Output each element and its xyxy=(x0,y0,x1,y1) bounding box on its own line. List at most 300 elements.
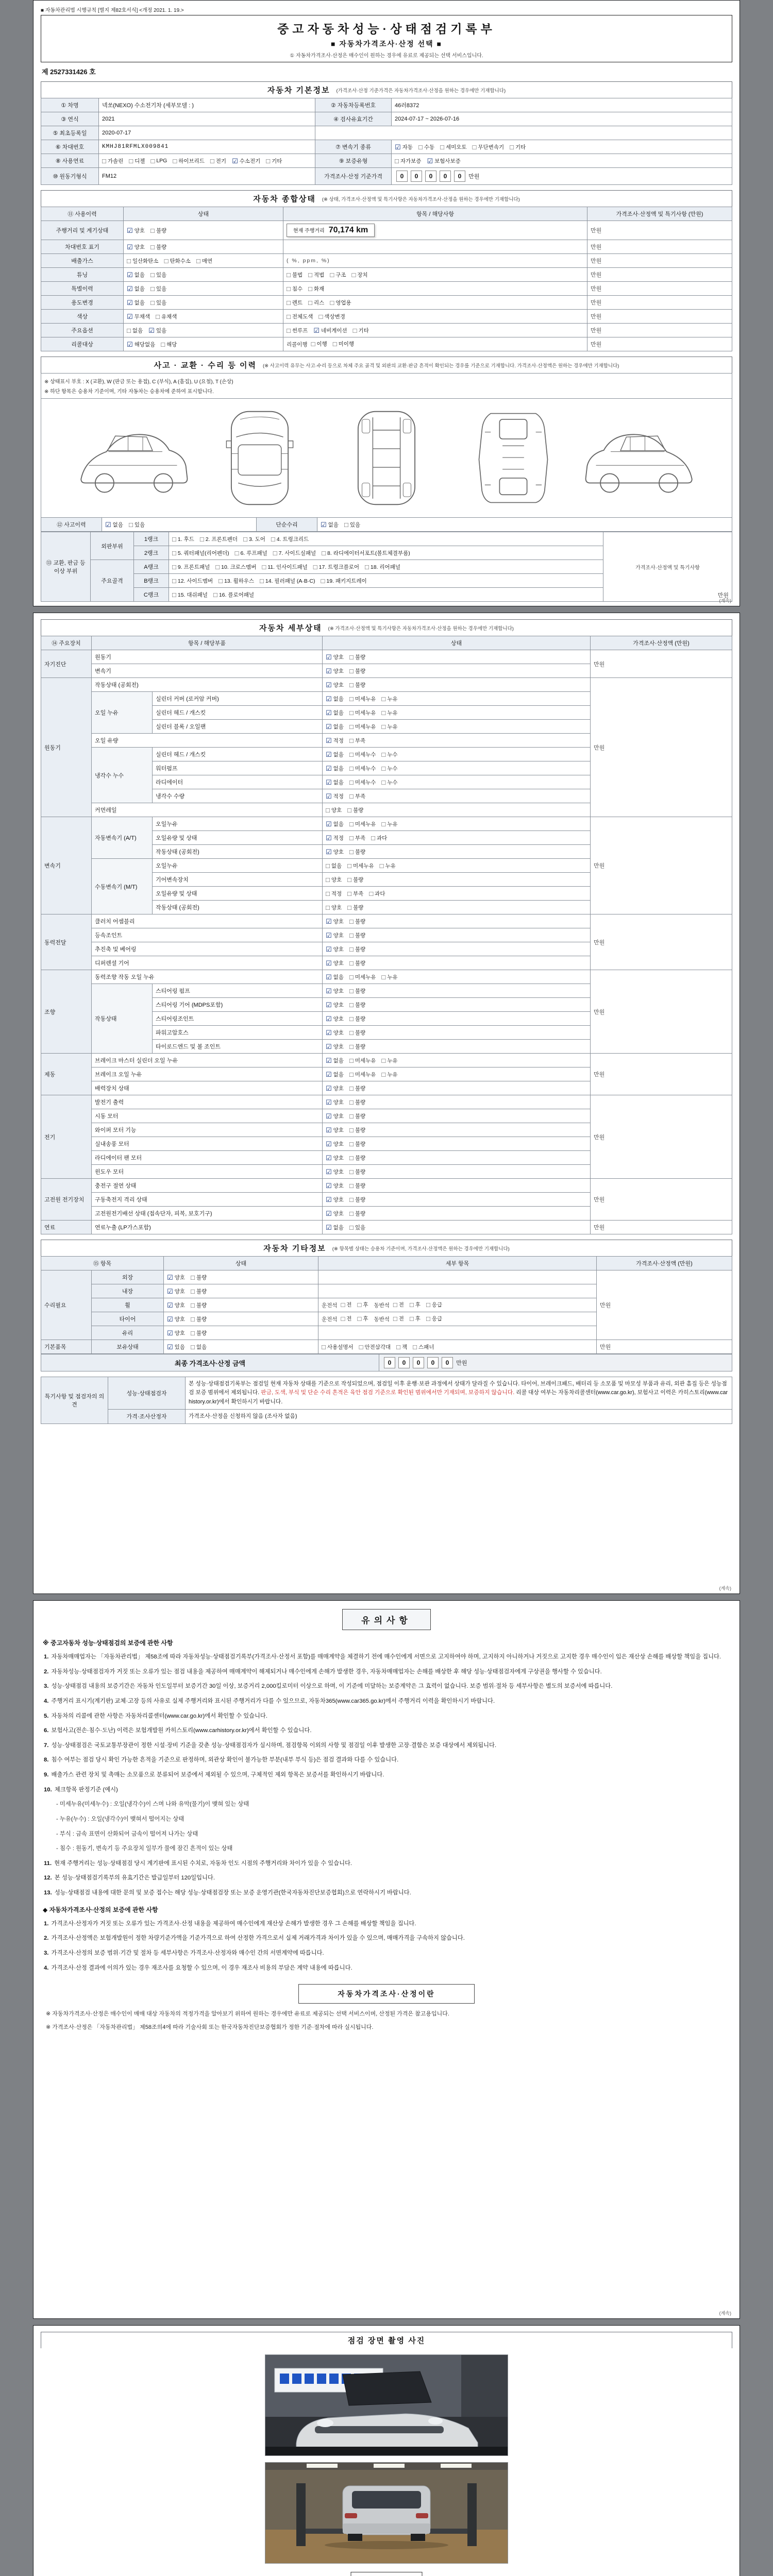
unchecked-checkbox-icon: □ xyxy=(347,903,352,911)
checkbox-option[interactable] xyxy=(150,299,166,307)
checkbox-option[interactable] xyxy=(326,820,344,828)
notice-item: 5. 자동차의 리콜에 관한 사항은 자동차리콜센터(www.car.go.kr)에서 확인할 수 있습니다. xyxy=(44,1713,267,1719)
checkbox-option[interactable] xyxy=(167,1287,185,1295)
checkbox-label: 불량 xyxy=(355,1015,366,1022)
checkbox-option[interactable] xyxy=(326,1154,344,1162)
checkbox-label: 불량 xyxy=(196,1330,207,1336)
item-col: 항목 / 해당사항 xyxy=(283,207,587,221)
checkbox-option[interactable] xyxy=(326,723,344,731)
checkbox-option[interactable] xyxy=(326,695,344,703)
car-frame-diagram xyxy=(455,406,572,510)
checkbox-option[interactable] xyxy=(326,681,344,689)
checkbox-option[interactable] xyxy=(215,563,256,571)
checkbox-option[interactable] xyxy=(380,862,396,870)
checkbox-option[interactable] xyxy=(232,157,260,165)
usage-item-label: 특별이력 xyxy=(41,282,124,296)
checkbox-option[interactable] xyxy=(426,1315,442,1323)
checkbox-option[interactable] xyxy=(371,834,387,842)
unchecked-checkbox-icon: □ xyxy=(349,1098,354,1106)
checkbox-option[interactable] xyxy=(326,737,344,744)
state-options xyxy=(323,1026,591,1040)
state-options xyxy=(323,901,591,914)
checkbox-option[interactable] xyxy=(191,1343,207,1351)
checkbox-option[interactable] xyxy=(191,1329,207,1337)
checkbox-option[interactable] xyxy=(308,271,324,279)
accident-legend-row xyxy=(41,374,732,399)
unchecked-checkbox-icon: □ xyxy=(128,520,133,529)
checked-checkbox-icon: ☑ xyxy=(167,1315,173,1323)
checkbox-option[interactable] xyxy=(341,1301,351,1309)
checkbox-option[interactable] xyxy=(381,820,397,828)
checkbox-option[interactable] xyxy=(326,1084,344,1092)
checkbox-option[interactable] xyxy=(349,1112,365,1120)
item-label: 변속기 xyxy=(92,664,323,678)
checkbox-option[interactable] xyxy=(172,535,194,543)
inspection-photo-car-on-lift xyxy=(265,2462,508,2564)
checkbox-label: 매연 xyxy=(201,258,213,264)
checkbox-option[interactable] xyxy=(349,1168,365,1176)
checkbox-option[interactable] xyxy=(349,1210,365,1217)
checkbox-option[interactable] xyxy=(330,271,346,279)
checkbox-option[interactable] xyxy=(262,563,307,571)
checkbox-option[interactable] xyxy=(127,341,155,348)
checkbox-option[interactable] xyxy=(349,765,376,772)
checkbox-option[interactable] xyxy=(150,158,167,164)
checkbox-option[interactable] xyxy=(213,591,254,599)
checkbox-option[interactable] xyxy=(349,973,376,981)
checkbox-option[interactable] xyxy=(349,681,365,689)
checkbox-option[interactable] xyxy=(413,1343,434,1351)
unchecked-checkbox-icon: □ xyxy=(260,577,264,585)
checkbox-option[interactable] xyxy=(191,1301,207,1309)
rank1-label: 1랭크 xyxy=(134,532,169,546)
extra-item-col: ⑮ 항목 xyxy=(41,1257,164,1270)
checkbox-option[interactable] xyxy=(381,695,397,703)
checkbox-option[interactable] xyxy=(349,1098,365,1106)
notice-title: 유의사항 xyxy=(342,1609,431,1630)
checkbox-option[interactable] xyxy=(326,945,344,953)
item-label: 라디에이터 xyxy=(153,775,323,789)
checked-checkbox-icon: ☑ xyxy=(326,1112,332,1120)
checkbox-option[interactable] xyxy=(365,563,400,571)
checkbox-option[interactable] xyxy=(326,904,342,911)
checkbox-option[interactable] xyxy=(173,157,205,165)
checkbox-option[interactable] xyxy=(349,987,365,995)
checkbox-option[interactable] xyxy=(127,327,143,334)
checkbox-label: 기타 xyxy=(515,144,526,150)
checkbox-option[interactable] xyxy=(393,1301,404,1309)
extra-item-label: 보유상태 xyxy=(92,1340,164,1354)
checkbox-option[interactable] xyxy=(164,257,191,265)
checkbox-option[interactable] xyxy=(347,862,374,870)
checkbox-option[interactable] xyxy=(381,973,397,981)
checkbox-option[interactable] xyxy=(351,271,367,279)
checkbox-option[interactable] xyxy=(395,143,413,151)
checkbox-option[interactable] xyxy=(349,1029,365,1037)
checkbox-label: 없음 xyxy=(132,327,143,334)
checkbox-option[interactable] xyxy=(172,591,208,599)
checkbox-option[interactable] xyxy=(127,243,145,251)
checked-checkbox-icon: ☑ xyxy=(127,226,133,234)
checkbox-option[interactable] xyxy=(381,778,397,786)
checkbox-option[interactable] xyxy=(326,653,344,661)
checkbox-option[interactable] xyxy=(235,549,267,557)
checkbox-option[interactable] xyxy=(349,1001,365,1009)
checkbox-option[interactable] xyxy=(349,1057,376,1064)
checkbox-option[interactable] xyxy=(349,1084,365,1092)
checkbox-option[interactable] xyxy=(349,737,365,744)
checkbox-label: 양호 xyxy=(134,227,145,234)
summary-section-header xyxy=(41,190,732,207)
checkbox-option[interactable] xyxy=(196,257,212,265)
checkbox-option[interactable] xyxy=(172,549,229,557)
checkbox-option[interactable] xyxy=(287,327,308,334)
checkbox-option[interactable] xyxy=(172,563,210,571)
checkbox-option[interactable] xyxy=(347,890,363,897)
checkbox-option[interactable] xyxy=(396,1343,407,1351)
checkbox-label: 없음 xyxy=(331,862,342,869)
checked-checkbox-icon: ☑ xyxy=(127,284,133,293)
checkbox-option[interactable] xyxy=(243,535,265,543)
checkbox-option[interactable] xyxy=(326,1071,344,1078)
checkbox-option[interactable] xyxy=(167,1315,185,1323)
checkbox-label: 있음 xyxy=(174,1344,185,1350)
signature-section xyxy=(41,2572,732,2576)
checkbox-label: 적법 xyxy=(314,272,325,278)
checkbox-option[interactable] xyxy=(129,157,145,165)
price-cell: 만원 xyxy=(591,817,732,914)
checkbox-option[interactable] xyxy=(127,271,145,279)
checkbox-option[interactable] xyxy=(326,918,344,925)
unchecked-checkbox-icon: □ xyxy=(287,270,291,279)
checkbox-label: 누유 xyxy=(387,709,398,716)
checkbox-option[interactable] xyxy=(127,227,145,234)
checkbox-option[interactable] xyxy=(191,1287,207,1295)
checkbox-option[interactable] xyxy=(418,143,434,151)
unchecked-checkbox-icon: □ xyxy=(381,708,386,717)
checked-checkbox-icon: ☑ xyxy=(105,520,111,529)
checkbox-option[interactable] xyxy=(349,834,365,842)
checkbox-option[interactable] xyxy=(395,157,421,165)
checkbox-option[interactable] xyxy=(326,765,344,772)
checkbox-option[interactable] xyxy=(369,890,385,897)
unchecked-checkbox-icon: □ xyxy=(352,326,357,334)
notice-item: 1. 가격조사·산정자가 거짓 또는 오류가 있는 가격조사·산정 내용을 제공하여 매수인에게 재산상 손해가 발생한 경우 그 손해를 배상할 책임을 집니다. xyxy=(44,1920,416,1927)
checkbox-option[interactable] xyxy=(326,973,344,981)
checkbox-option[interactable] xyxy=(326,1043,344,1050)
unchecked-checkbox-icon: □ xyxy=(381,750,386,758)
checkbox-option[interactable] xyxy=(326,1098,344,1106)
checkbox-option[interactable] xyxy=(326,1057,344,1064)
unchecked-checkbox-icon: □ xyxy=(234,549,239,557)
notice-item: 3. 가격조사·산정의 보증 범위·기간 및 절차 등 세부사항은 가격조사·산정자와 매수인 간의 서면계약에 따릅니다. xyxy=(44,1950,324,1956)
checkbox-option[interactable] xyxy=(381,723,397,731)
state-options xyxy=(323,1095,591,1109)
checkbox-option[interactable] xyxy=(393,1315,404,1323)
checkbox-option[interactable] xyxy=(326,876,342,884)
checkbox-label: 양호 xyxy=(333,1196,344,1203)
rankA-options xyxy=(169,560,603,574)
checkbox-option[interactable] xyxy=(330,299,351,307)
checkbox-option[interactable] xyxy=(440,143,466,151)
model-year-value: 2021 xyxy=(99,112,315,126)
final-price-table xyxy=(41,1354,732,1371)
checkbox-option[interactable] xyxy=(129,521,145,529)
checkbox-option[interactable] xyxy=(349,1071,376,1078)
checkbox-label: 없음 xyxy=(134,272,145,278)
checkbox-label: 양호 xyxy=(333,1155,344,1161)
checkbox-option[interactable] xyxy=(287,271,303,279)
checked-checkbox-icon: ☑ xyxy=(127,340,133,348)
device-group-label: 변속기 xyxy=(41,817,92,914)
checkbox-option[interactable] xyxy=(349,778,376,786)
checkbox-option[interactable] xyxy=(357,1301,368,1309)
checked-checkbox-icon: ☑ xyxy=(167,1343,173,1351)
checkbox-option[interactable] xyxy=(326,862,342,870)
checkbox-option[interactable] xyxy=(473,143,505,151)
checkbox-option[interactable] xyxy=(349,820,376,828)
checkbox-option[interactable] xyxy=(326,987,344,995)
checkbox-option[interactable] xyxy=(127,257,159,265)
checked-checkbox-icon: ☑ xyxy=(326,653,332,661)
checkbox-option[interactable] xyxy=(381,709,397,717)
checkbox-option[interactable] xyxy=(150,271,166,279)
checkbox-option[interactable] xyxy=(349,723,376,731)
detail-note: (※ 가격조사·산정액 및 특기사항은 자동차가격조사·산정을 원하는 경우에만 기재합니다) xyxy=(328,625,514,632)
checkbox-option[interactable] xyxy=(326,709,344,717)
checkbox-option[interactable] xyxy=(200,535,238,543)
checkbox-option[interactable] xyxy=(326,667,344,675)
checkbox-option[interactable] xyxy=(326,1126,344,1134)
checkbox-option[interactable] xyxy=(321,521,339,529)
checkbox-option[interactable] xyxy=(349,1154,365,1162)
item-label: 기어변속장치 xyxy=(153,873,323,887)
state-options xyxy=(323,678,591,692)
checkbox-label: 양호 xyxy=(333,1029,344,1036)
checkbox-label: 장치 xyxy=(357,272,368,278)
unchecked-checkbox-icon: □ xyxy=(266,157,271,165)
checkbox-label: 양호 xyxy=(333,1141,344,1147)
checkbox-label: 영업용 xyxy=(335,299,351,306)
checkbox-option[interactable] xyxy=(410,1301,421,1309)
checkbox-option[interactable] xyxy=(349,1224,365,1231)
checkbox-label: 양호 xyxy=(333,1015,344,1022)
checkbox-option[interactable] xyxy=(102,157,123,165)
checkbox-option[interactable] xyxy=(349,1126,365,1134)
checkbox-option[interactable] xyxy=(210,157,226,165)
checkbox-option[interactable] xyxy=(127,285,145,293)
checkbox-option[interactable] xyxy=(326,834,344,842)
checkbox-option[interactable] xyxy=(427,157,460,165)
unchecked-checkbox-icon: □ xyxy=(349,848,354,856)
checkbox-option[interactable] xyxy=(326,1140,344,1148)
checkbox-option[interactable] xyxy=(150,243,166,251)
checkbox-option[interactable] xyxy=(326,959,344,967)
checkbox-option[interactable] xyxy=(326,931,344,939)
checkbox-option[interactable] xyxy=(349,1140,365,1148)
detail-options xyxy=(318,1340,597,1354)
state-options xyxy=(323,817,591,831)
checkbox-option[interactable] xyxy=(349,959,365,967)
checkbox-option[interactable] xyxy=(326,1224,344,1231)
checkbox-option[interactable] xyxy=(326,848,344,856)
checkbox-option[interactable] xyxy=(326,1196,344,1204)
checkbox-option[interactable] xyxy=(349,709,376,717)
checkbox-option[interactable] xyxy=(287,299,303,307)
checkbox-option[interactable] xyxy=(349,918,365,925)
checkbox-option[interactable] xyxy=(349,751,376,758)
checkbox-option[interactable] xyxy=(359,1343,391,1351)
checkbox-option[interactable] xyxy=(349,1043,365,1050)
checkbox-option[interactable] xyxy=(344,521,360,529)
checkbox-label: 적정 xyxy=(333,835,344,841)
checkbox-option[interactable] xyxy=(219,577,254,585)
checkbox-option[interactable] xyxy=(156,313,177,320)
notice-subitem: - 부식 : 금속 표면이 산화되어 금속이 떨어져 나가는 상태 xyxy=(56,1831,198,1837)
checkbox-label: 불량 xyxy=(355,654,366,660)
checkbox-option[interactable] xyxy=(410,1315,421,1323)
checkbox-option[interactable] xyxy=(150,285,166,293)
checkbox-option[interactable] xyxy=(347,904,363,911)
checkbox-option[interactable] xyxy=(326,1182,344,1190)
checkbox-option[interactable] xyxy=(426,1301,442,1309)
checkbox-option[interactable] xyxy=(260,577,315,585)
checkbox-option[interactable] xyxy=(127,313,150,320)
checkbox-option[interactable] xyxy=(326,778,344,786)
checkbox-option[interactable] xyxy=(322,1343,354,1351)
checkbox-option[interactable] xyxy=(313,327,347,334)
checkbox-label: 후 xyxy=(363,1302,368,1308)
checkbox-option[interactable] xyxy=(349,1015,365,1023)
checked-checkbox-icon: ☑ xyxy=(326,1195,332,1204)
accident-table xyxy=(41,373,732,532)
checkbox-option[interactable] xyxy=(308,285,324,293)
unchecked-checkbox-icon: □ xyxy=(330,270,334,279)
checkbox-option[interactable] xyxy=(322,549,410,557)
item-col: 항목 / 해당부품 xyxy=(92,636,323,650)
checkbox-option[interactable] xyxy=(349,695,376,703)
checkbox-option[interactable] xyxy=(349,1182,365,1190)
checkbox-option[interactable] xyxy=(172,577,213,585)
signature-box[interactable] xyxy=(351,2572,423,2576)
checkbox-option[interactable] xyxy=(349,945,365,953)
checkbox-option[interactable] xyxy=(326,806,342,814)
checkbox-option[interactable] xyxy=(510,143,526,151)
checkbox-option[interactable] xyxy=(191,1315,207,1323)
summary-row xyxy=(41,282,732,296)
checkbox-option[interactable] xyxy=(326,792,344,800)
checkbox-option[interactable] xyxy=(167,1274,185,1281)
checkbox-option[interactable] xyxy=(347,876,363,884)
checkbox-option[interactable] xyxy=(349,653,365,661)
price-digit-box: 0 xyxy=(442,1357,453,1368)
checkbox-option[interactable] xyxy=(167,1301,185,1309)
detail-row xyxy=(41,817,732,831)
checkbox-option[interactable] xyxy=(266,157,282,165)
checkbox-option[interactable] xyxy=(318,313,345,320)
checkbox-option[interactable] xyxy=(333,340,354,348)
checkbox-option[interactable] xyxy=(326,1168,344,1176)
checkbox-option[interactable] xyxy=(326,1001,344,1009)
checkbox-option[interactable] xyxy=(150,227,166,234)
main-frame-label: 주요골격 xyxy=(91,560,134,602)
checkbox-option[interactable] xyxy=(167,1343,185,1351)
checkbox-label: 없음 xyxy=(333,696,344,702)
checkbox-option[interactable] xyxy=(347,806,363,814)
unchecked-checkbox-icon: □ xyxy=(190,1329,195,1337)
checkbox-option[interactable] xyxy=(191,1274,207,1281)
state-options xyxy=(323,692,591,706)
summary-header-row xyxy=(41,207,732,221)
checkbox-option[interactable] xyxy=(349,1196,365,1204)
checkbox-option[interactable] xyxy=(161,341,177,348)
unchecked-checkbox-icon: □ xyxy=(349,1223,354,1231)
detail-row xyxy=(41,1054,732,1067)
checkbox-option[interactable] xyxy=(341,1315,351,1323)
checkbox-option[interactable] xyxy=(349,792,365,800)
checkbox-option[interactable] xyxy=(349,931,365,939)
usage-item-label: 주행거리 및 계기상태 xyxy=(41,221,124,240)
checkbox-option[interactable] xyxy=(326,1112,344,1120)
extra-item-label: 내장 xyxy=(92,1284,164,1298)
checkbox-option[interactable] xyxy=(287,285,303,293)
checkbox-option[interactable] xyxy=(273,549,316,557)
extra-label: 운전석 xyxy=(322,1302,338,1309)
checkbox-option[interactable] xyxy=(381,1071,397,1078)
checkbox-option[interactable] xyxy=(381,1057,397,1064)
checkbox-option[interactable] xyxy=(287,313,313,320)
checkbox-option[interactable] xyxy=(167,1329,185,1337)
checkbox-option[interactable] xyxy=(381,751,397,758)
checkbox-option[interactable] xyxy=(349,848,365,856)
checkbox-option[interactable] xyxy=(353,327,369,334)
state-options xyxy=(323,984,591,998)
page-4 xyxy=(33,2325,740,2576)
checkbox-option[interactable] xyxy=(271,535,309,543)
checkbox-option[interactable] xyxy=(326,1015,344,1023)
item-label: 워터펌프 xyxy=(153,761,323,775)
checkbox-label: 미세누유 xyxy=(355,974,376,980)
checkbox-option[interactable] xyxy=(326,890,342,897)
checkbox-option[interactable] xyxy=(381,765,397,772)
notice-item: 9. 배출가스 관련 장치 및 촉매는 소모품으로 분류되어 보증에서 제외될 수 있으며, 구체적인 제외 항목은 보증서를 확인하시기 바랍니다. xyxy=(44,1772,384,1778)
checkbox-option[interactable] xyxy=(127,299,145,307)
checkbox-option[interactable] xyxy=(326,1210,344,1217)
checkbox-label: 불량 xyxy=(355,1210,366,1217)
state-options xyxy=(124,268,283,282)
checkbox-option[interactable] xyxy=(349,667,365,675)
checkbox-option[interactable] xyxy=(321,577,367,585)
simple-repair-options xyxy=(317,518,732,532)
rank2-label: 2랭크 xyxy=(134,546,169,560)
checkbox-option[interactable] xyxy=(105,521,123,529)
first-registration-value: 2020-07-17 xyxy=(99,126,315,140)
checkbox-label: 미세누유 xyxy=(353,862,374,869)
checkbox-option[interactable] xyxy=(357,1315,368,1323)
checkbox-option[interactable] xyxy=(313,563,359,571)
checkbox-option[interactable] xyxy=(311,340,327,348)
unchecked-checkbox-icon: □ xyxy=(426,1315,430,1323)
unchecked-checkbox-icon: □ xyxy=(150,284,155,293)
checkbox-option[interactable] xyxy=(326,751,344,758)
checkbox-option[interactable] xyxy=(308,299,324,307)
state-options xyxy=(323,650,591,664)
checkbox-option[interactable] xyxy=(148,327,166,334)
checkbox-label: 없음 xyxy=(333,723,344,730)
checkbox-label: 양호 xyxy=(174,1330,185,1336)
checkbox-label: 17. 트렁크플로어 xyxy=(318,564,360,570)
checkbox-option[interactable] xyxy=(326,1029,344,1037)
